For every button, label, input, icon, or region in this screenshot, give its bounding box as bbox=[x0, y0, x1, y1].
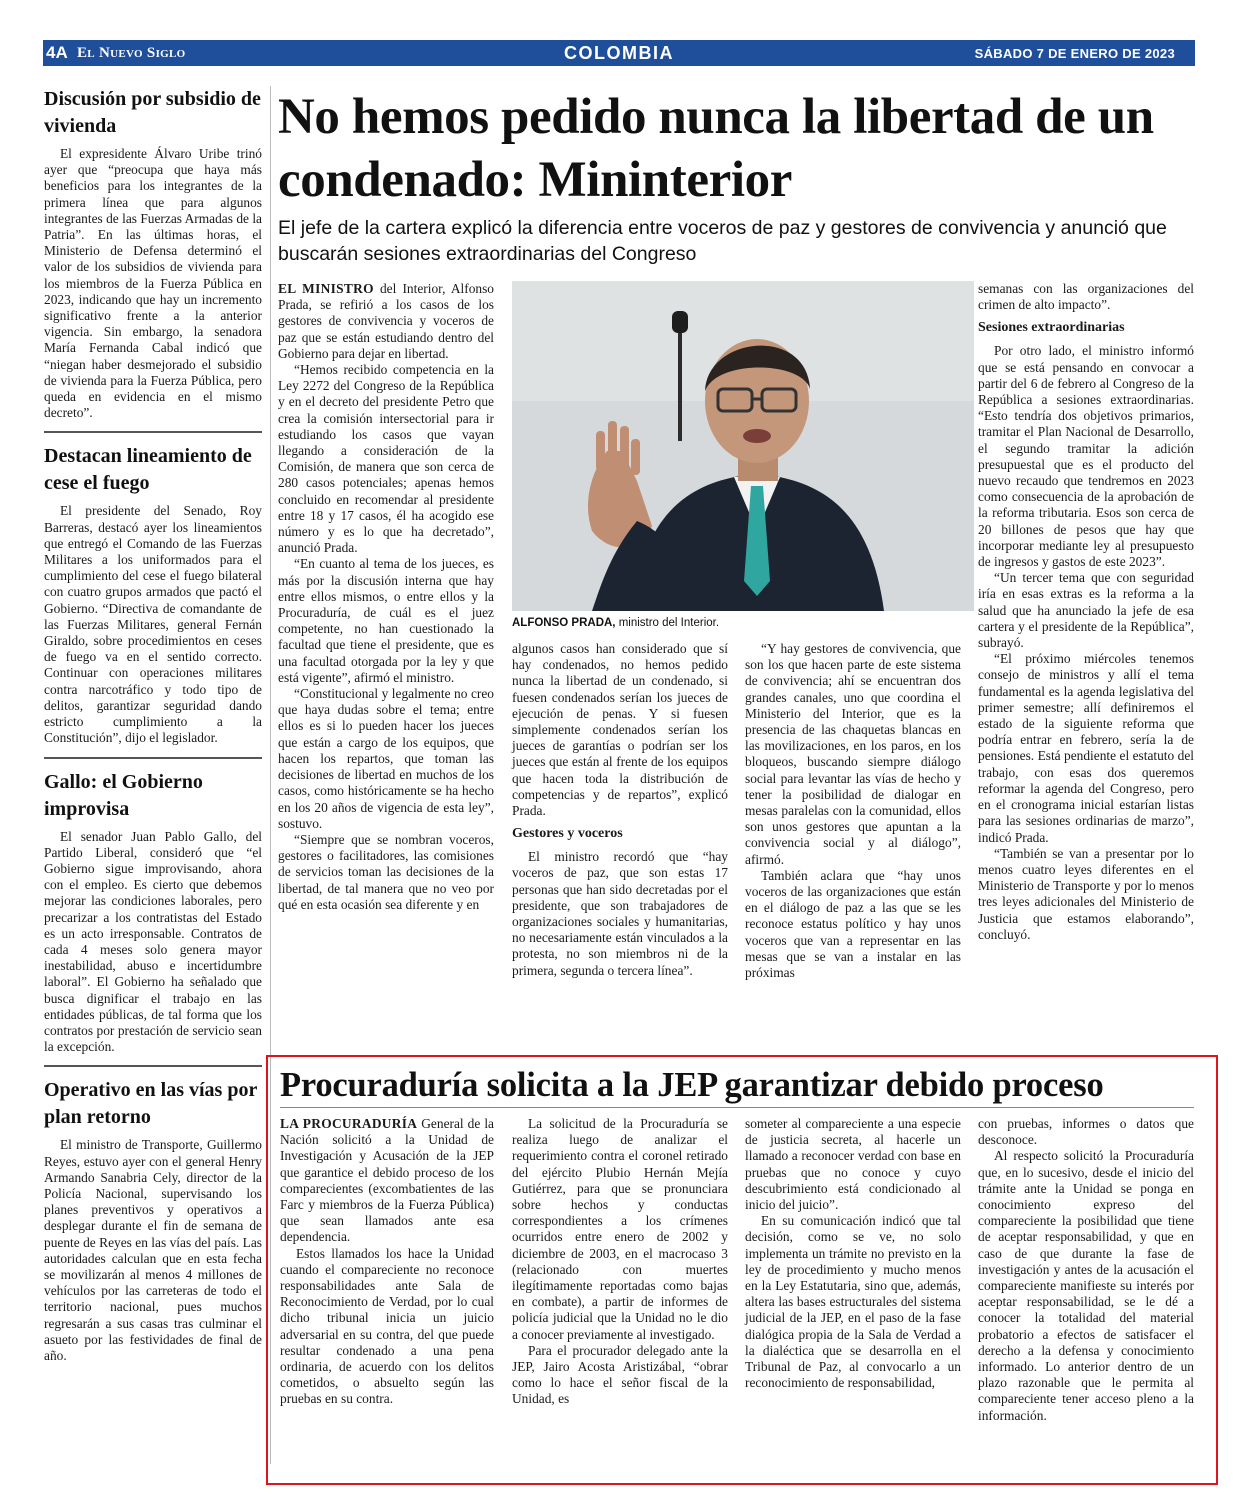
article-paragraph: EL MINISTRO del Interior, Alfonso Prada, se refirió a los casos de los gestores de convivencia y voceros de paz que se están estudiando dentro del Gobierno para dejar en libertad. bbox=[278, 281, 494, 361]
box-column-1 bbox=[280, 1116, 494, 1408]
article-paragraph: LA PROCURADURÍA General de la Nación solicitó a la Unidad de Investigación y Acusación de la JEP que garantice el debido proceso de los comparecientes (excombatientes de las Farc y miembros de la Fuerza Pública) que sean llamados ante esa dependencia. bbox=[280, 1116, 494, 1245]
brief-story bbox=[44, 443, 262, 746]
minister-photo bbox=[512, 281, 974, 611]
brief-divider bbox=[44, 431, 262, 433]
brief-divider bbox=[44, 757, 262, 759]
article-paragraph: “Constitucional y legalmente no creo que haya dudas sobre el tema; entre ellos es si lo pueden hacer los jueces que están a cargo de los equipos, que hacen los repartos, que toman las decisiones de libertad en muchos de los casos, como históricamente se ha hecho en los 20 años de vigencia de esta ley”, sostuvo. bbox=[278, 686, 494, 831]
article-column-3 bbox=[745, 641, 961, 981]
article-paragraph: algunos casos han considerado que sí hay condenados, no hemos pedido nunca la libertad de un condenado, si fuesen condenados serían los jueces de ejecución de penas. Y si fuesen simplemente condenados serían los jueces de garantías o podrían ser los jueces que están al frente de los equipos que hacen toda la distribución de competencias y de repartos”, explicó Prada. bbox=[512, 641, 728, 819]
brief-story bbox=[44, 769, 262, 1056]
brief-story bbox=[44, 86, 262, 421]
article-paragraph: “Y hay gestores de convivencia, que son los que hacen parte de este sistema de convivencia; ahí se encuentran dos grandes canales, uno que coordina el Ministerio del Interior, que es la presencia de las chaquetas blancas en las movilizaciones, en los paros, en los bloqueos, buscando siempre diálogo social para levantar las vías de hecho y tener la posibilidad de dialogar en mesas paralelas con la comunidad, ellos son unos gestores que apuntan a la convivencia social y al diálogo”, afirmó. bbox=[745, 641, 961, 867]
article-paragraph: “En cuanto al tema de los jueces, es más por la discusión interna que hay entre ellos mismos, o entre ellos y la Procuraduría, de cuál es el juez competente, no han cuestionado la facultad que tiene el presidente, que es una facultad otorgada por la ley y que está vigente”, afirmó el ministro. bbox=[278, 556, 494, 685]
article-paragraph: “El próximo miércoles tenemos consejo de ministros y allí el tema fundamental es la agenda legislativa del primer semestre; allí definiremos el estado de la siguiente reforma que podría entrar en febrero, sería la de pensiones. Está pendiente el estatuto del trabajo, con esas dos queremos reformar la agenda del Congreso, pero en el cronograma inicial estarían listas para las sesiones ordinarias de marzo”, indicó Prada. bbox=[978, 651, 1194, 845]
article-column-2 bbox=[512, 641, 728, 979]
article-paragraph: El ministro recordó que “hay voceros de paz, que son estas 17 personas que han sido decretadas por el presidente, que son trabajadores de organizaciones sociales y humanitarias, no necesariamente están vinculados a la protesta, no son miembros ni de la primera, segunda o tercera línea”. bbox=[512, 849, 728, 978]
article-paragraph: con pruebas, informes o datos que desconoce. bbox=[978, 1116, 1194, 1148]
article-paragraph: La solicitud de la Procuraduría se realiza luego de analizar el requerimiento contra el coronel retirado del ejército Plubio Hernán Mejía Gutiérrez, para que se pronunciara sobre hechos y conductas correspondientes a los crímenes ocurridos entre enero de 2002 y diciembre de 2003, en el macrocaso 3 (relacionado con muertes ilegítimamente reportadas como bajas en combate), a partir de informes de policía judicial que la Unidad no le dio a conocer previamente al investigado. bbox=[512, 1116, 728, 1342]
article-paragraph: Para el procurador delegado ante la JEP, Jairo Acosta Aristizábal, “obrar como lo hace el señor fiscal de la Unidad, es bbox=[512, 1342, 728, 1407]
article-paragraph: También aclara que “hay unos voceros de las organizaciones que están en el diálogo de paz a las que se les reconoce estatus político y hay unos voceros que van a representar en las mesas que se van a instalar en las próximas bbox=[745, 867, 961, 981]
brief-title: Gallo: el Gobierno improvisa bbox=[44, 770, 203, 820]
article-subhead: Sesiones extraordinarias bbox=[978, 320, 1125, 336]
article-paragraph: Al respecto solicitó la Procuraduría que, en lo sucesivo, desde el inicio del trámite ante la Unidad se ponga en conocimiento expreso del compareciente la posibilidad que tiene de aceptar responsabilidad, y que en caso de que durante la fase de investigación y antes de la acusación el compareciente manifieste su interés por aceptar responsabilidad, se le dé a conocer la totalidad del material probatorio a efectos de satisfacer el derecho a la defensa y conocimiento informado. Lo anterior dentro de un plazo razonable que le permita al compareciente tener acceso pleno a la información. bbox=[978, 1148, 1194, 1423]
box-headline-rule bbox=[280, 1107, 1194, 1108]
brief-divider bbox=[44, 1065, 262, 1067]
main-deck: El jefe de la cartera explicó la diferencia entre voceros de paz y gestores de convivencia y anunció que buscarán sesiones extraordinarias del Congreso bbox=[278, 217, 1167, 265]
photo-caption: ALFONSO PRADA, ministro del Interior. bbox=[512, 617, 720, 629]
main-headline: No hemos pedido nunca la libertad de un condenado: Mininterior bbox=[278, 89, 1154, 208]
issue-date: SÁBADO 7 DE ENERO DE 2023 bbox=[974, 45, 1175, 61]
article-column-1 bbox=[278, 281, 494, 913]
article-paragraph: semanas con las organizaciones del crimen de alto impacto”. bbox=[978, 281, 1194, 313]
newspaper-name: El Nuevo Siglo bbox=[77, 44, 186, 61]
brief-title: Destacan lineamiento de cese el fuego bbox=[44, 445, 252, 495]
article-column-4 bbox=[978, 281, 1194, 943]
minister-portrait-illustration bbox=[512, 281, 974, 611]
brief-title: Discusión por subsidio de vivienda bbox=[44, 88, 261, 137]
brief-body: El senador Juan Pablo Gallo, del Partido Liberal, consideró que “el Gobierno sigue improvisando, ahora con el empleo. Es cierto que debemos mejorar las condiciones laborales, pero precarizar a los contratistas del Estado es un acto irresponsable. Contratos de cada 4 meses solo genera mayor inestabilidad, abuso e incertidumbre laboral”. El Gobierno ha señalado que busca dignificar el trabajo en las entidades públicas, de tal forma que los contratos por prestación de servicio sean la excepción. bbox=[44, 828, 262, 1055]
article-paragraph: Por otro lado, el ministro informó que se está pensando en convocar a partir del 6 de febrero al Congreso de la República a sesiones extraordinarias. “Esto tendría dos objetivos primarios, tramitar el Plan Nacional de Desarrollo, el segundo tramitar la adición presupuestal que es el producto del nuevo recaudo que tendremos en 2023 como consecuencia de la aprobación de la reforma tributaria. Esos son cerca de 20 billones de pesos que hay que incorporar mediante ley al presupuesto de ingresos y gastos de este 2023”. bbox=[978, 343, 1194, 570]
section-name: COLOMBIA bbox=[564, 42, 674, 63]
page-number: 4A bbox=[46, 43, 68, 62]
box-headline: Procuraduría solicita a la JEP garantizar debido proceso bbox=[280, 1066, 1104, 1104]
article-paragraph: “Hemos recibido competencia en la Ley 2272 del Congreso de la República y en el decreto del presidente Petro que crea la comisión intersectorial para ir estudiando los casos que vayan llegando a consideración de la Comisión, de manera que son cerca de 280 casos potenciales; apenas hemos concluido en recomendar al presidente entre 18 y 17 casos, él ha acogido ese número y es lo que ha decretado”, anunció Prada. bbox=[278, 362, 494, 556]
box-column-3 bbox=[745, 1116, 961, 1391]
article-paragraph: En su comunicación indicó que tal decisión, como se ve, no solo implementa un trámite no previsto en la ley de procedimiento y mucho menos en la Ley Estatutaria, sino que, además, altera las bases estructurales del sistema judicial de la JEP, en el paso de la fase dialógica propia de la Sala de Verdad a la dialéctica que se desarrolla en el Tribunal de Paz, al convocarlo a un reconocimiento de responsabilidad, bbox=[745, 1213, 961, 1391]
brief-body: El expresidente Álvaro Uribe trinó ayer que “preocupa que haya más beneficios para los integrantes de la primera línea que para algunos integrantes de las Fuerzas Armadas de la Patria”. En las últimas horas, el Ministerio de Defensa determinó el valor de los subsidios de vivienda para los miembros de la Fuerza Pública en 2023, indicando que hay un incremento significativo frente a la anterior vigencia. Sin embargo, la senadora María Fernanda Cabal indicó que “niegan haber desmejorado el subsidio de vivienda para la Fuerza Pública, pero queda en evidencia en el mismo decreto”. bbox=[44, 146, 262, 421]
box-column-2 bbox=[512, 1116, 728, 1408]
lead-in: LA PROCURADURÍA bbox=[280, 1116, 418, 1131]
box-column-4 bbox=[978, 1116, 1194, 1424]
article-paragraph: “Siempre que se nombran voceros, gestores o facilitadores, las comisiones de servicios toman las decisiones de la libertad, de tal manera que no veo por qué en esta ocasión sea diferente y en bbox=[278, 831, 494, 912]
brief-body: El ministro de Transporte, Guillermo Reyes, estuvo ayer con el general Henry Armando Sanabria Cely, director de la Policía Nacional, supervisando los planes preventivos y operativos a desplegar durante el fin de semana de puente de Reyes en las vías del país. Las autoridades calculan que en esta fecha se movilizarán al menos 4 millones de vehículos por las carreteras de todo el territorio nacional, pues muchos regresarán a sus casas tras culminar el asueto por las festividades de final de año. bbox=[44, 1137, 262, 1363]
article-paragraph: “Un tercer tema que con seguridad iría en esas extras es la reforma a la salud que ha anunciado la jefe de esa cartera y el presidente de la República”, subrayó. bbox=[978, 570, 1194, 651]
lead-in: EL MINISTRO bbox=[278, 281, 374, 296]
section-header-bar bbox=[43, 40, 1195, 66]
brief-title: Operativo en las vías por plan retorno bbox=[44, 1079, 257, 1129]
brief-body: El presidente del Senado, Roy Barreras, destacó ayer los lineamientos que entregó el Comando de las Fuerzas Militares a los uniformados para el cumplimiento del cese el fuego bilateral con cuatro grupos armados que pactó el Gobierno. “Directiva de comandante de las Fuerzas Militares, general Fernán Giraldo, sobre procedimientos en ceses de fuego va en el sentido correcto. Continuar con operaciones militares contra narcotráfico y todo tipo de delitos, garantizar seguridad dando estricto cumplimiento a la Constitución”, dijo el legislador. bbox=[44, 503, 262, 746]
article-subhead: Gestores y voceros bbox=[512, 826, 623, 842]
brief-story bbox=[44, 1077, 262, 1364]
article-paragraph: “También se van a presentar por lo menos cuatro leyes diferentes en el Ministerio de Transporte y por lo menos tres leyes adicionales del Ministerio de Justicia que estamos elaborando”, concluyó. bbox=[978, 845, 1194, 942]
article-paragraph: someter al compareciente a una especie de justicia secreta, al hacerle un llamado a reconocer verdad con base en pruebas que no conoce y cuyo descubrimiento está condicionado al inicio del juicio”. bbox=[745, 1116, 961, 1213]
article-paragraph: Estos llamados los hace la Unidad cuando el compareciente no reconoce responsabilidades ante Sala de Reconocimiento de Verdad, por lo cual dicho tribunal inicia un juicio adversarial en su contra, del que puede resultar condenado a una pena ordinaria, de acuerdo con los delitos cometidos, o absuelto según las pruebas en su contra. bbox=[280, 1245, 494, 1407]
news-briefs-sidebar bbox=[44, 86, 262, 1364]
